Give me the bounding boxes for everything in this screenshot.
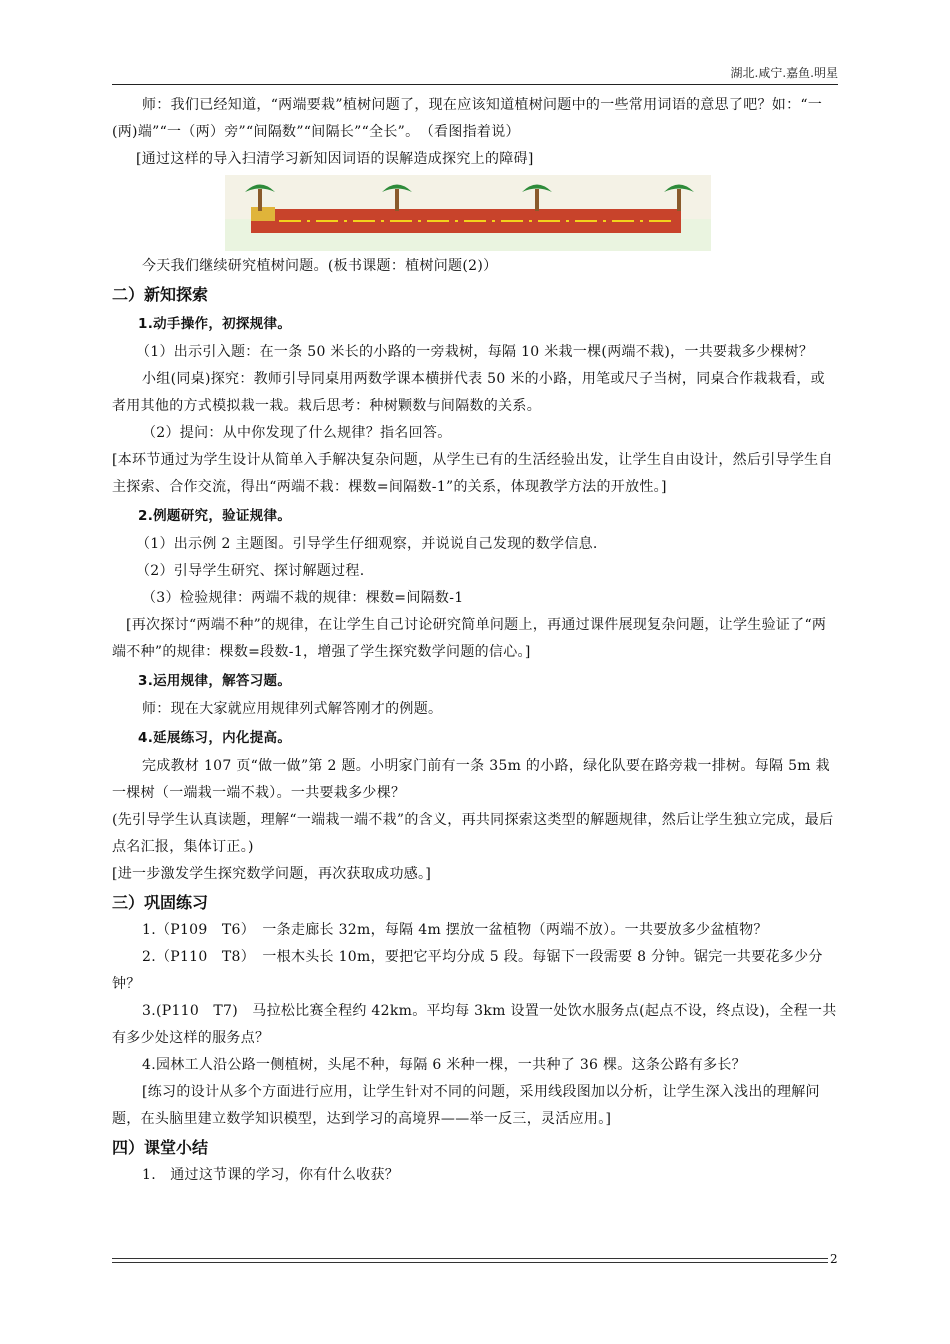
header-location: 湖北.咸宁.嘉鱼.明星 [730,66,838,80]
s2-note: [再次探讨“两端不种”的规律，在让学生自己讨论研究简单问题上，再通过课件展现复杂问题，让学生验证了“两端不种”的规律：棵数=段数-1，增强了学生探究数学问题的信心。] [112,617,827,660]
s3-title: 3.运用规律，解答习题。 [138,673,292,689]
s1-p2: 小组(同桌)探究：教师引导同桌用两数学课本横拼代表 50 米的小路，用笔或尺子当树，同桌合作栽栽看，或者用其他的方式模拟栽一栽。栽后思考：种树颗数与间隔数的关系。 [112,371,825,414]
footer-rule [112,1258,828,1259]
s3-p1: 师：现在大家就应用规律列式解答刚才的例题。 [142,701,443,717]
header-rule [112,84,838,85]
practice-q1: 1.（P109 T6） 一条走廊长 32m，每隔 4m 摆放一盆植物（两端不放）。一共要放多少盆植物？ [142,922,768,938]
practice-q2: 2.（P110 T8） 一根木头长 10m，要把它平均分成 5 段。每锯下一段需要 8 分钟。锯完一共要花多少分钟？ [112,949,823,992]
section-3-title: 三）巩固练习 [112,893,209,912]
s4-p2: (先引导学生认真读题，理解“一端栽一端不栽”的含义，再共同探索这类型的解题规律，然后让学生独立完成，最后点名汇报，集体订正。) [112,812,834,855]
s4-note: [进一步激发学生探究数学问题，再次获取成功感。] [112,866,432,882]
section-2-title: 二）新知探索 [112,285,209,304]
document-body [112,92,838,1189]
section-4-title: 四）课堂小结 [112,1138,209,1157]
intro-note: [通过这样的导入扫清学习新知因词语的误解造成探究上的障碍] [136,151,534,167]
page-number: 2 [830,1252,838,1266]
s2-title: 2.例题研究，验证规律。 [138,508,292,524]
s1-title: 1.动手操作，初探规律。 [138,316,292,332]
s2-p2: （2）引导学生研究、探讨解题过程. [136,563,365,579]
s4-p1: 完成教材 107 页“做一做”第 2 题。小明家门前有一条 35m 的小路，绿化队要在路旁栽一排树。每隔 5m 栽一棵树（一端栽一端不栽）。一共要栽多少棵？ [112,758,830,801]
summary-q1: 1. 通过这节课的学习，你有什么收获？ [142,1167,400,1183]
teacher-intro: 师：我们已经知道，“两端要栽”植树问题了，现在应该知道植树问题中的一些常用词语的意思了吧？如：“一(两)端”“一（两）旁”“间隔数”“间隔长”“全长”。 （看图指着说） [112,97,823,140]
s2-p1: （1）出示例 2 主题图。引导学生仔细观察，并说说自己发现的数学信息. [136,536,598,552]
s1-p1: （1）出示引入题：在一条 50 米长的小路的一旁栽树，每隔 10 米栽一棵(两端不栽)，一共要栽多少棵树？ [136,344,814,360]
s4-title: 4.延展练习，内化提高。 [138,730,292,746]
s1-note: [本环节通过为学生设计从简单入手解决复杂问题，从学生已有的生活经验出发，让学生自由设计，然后引导学生自主探索、合作交流，得出“两端不栽：棵数=间隔数-1”的关系，体现教学方法的开放性。] [112,452,833,495]
practice-q4: 4.园林工人沿公路一侧植树，头尾不种，每隔 6 米种一棵，一共种了 36 棵。这条公路有多长？ [142,1057,746,1073]
continue-line: 今天我们继续研究植树问题。(板书课题：植树问题(2)） [142,258,498,274]
s1-p3: （2）提问：从中你发现了什么规律？指名回答。 [142,425,452,441]
practice-note: [练习的设计从多个方面进行应用，让学生针对不同的问题，采用线段图加以分析，让学生深入浅出的理解问题，在头脑里建立数学知识模型，达到学习的高境界——举一反三，灵活应用。] [112,1084,820,1127]
tree-road-figure [112,175,838,251]
s2-p3: （3）检验规律：两端不栽的规律：棵数=间隔数-1 [142,590,464,606]
practice-q3: 3.(P110 T7) 马拉松比赛全程约 42km。平均每 3km 设置一处饮水服务点(起点不设，终点设)，全程一共有多少处这样的服务点？ [112,1003,837,1046]
tree-road-illustration [225,175,711,251]
footer-rule-2 [112,1262,828,1263]
